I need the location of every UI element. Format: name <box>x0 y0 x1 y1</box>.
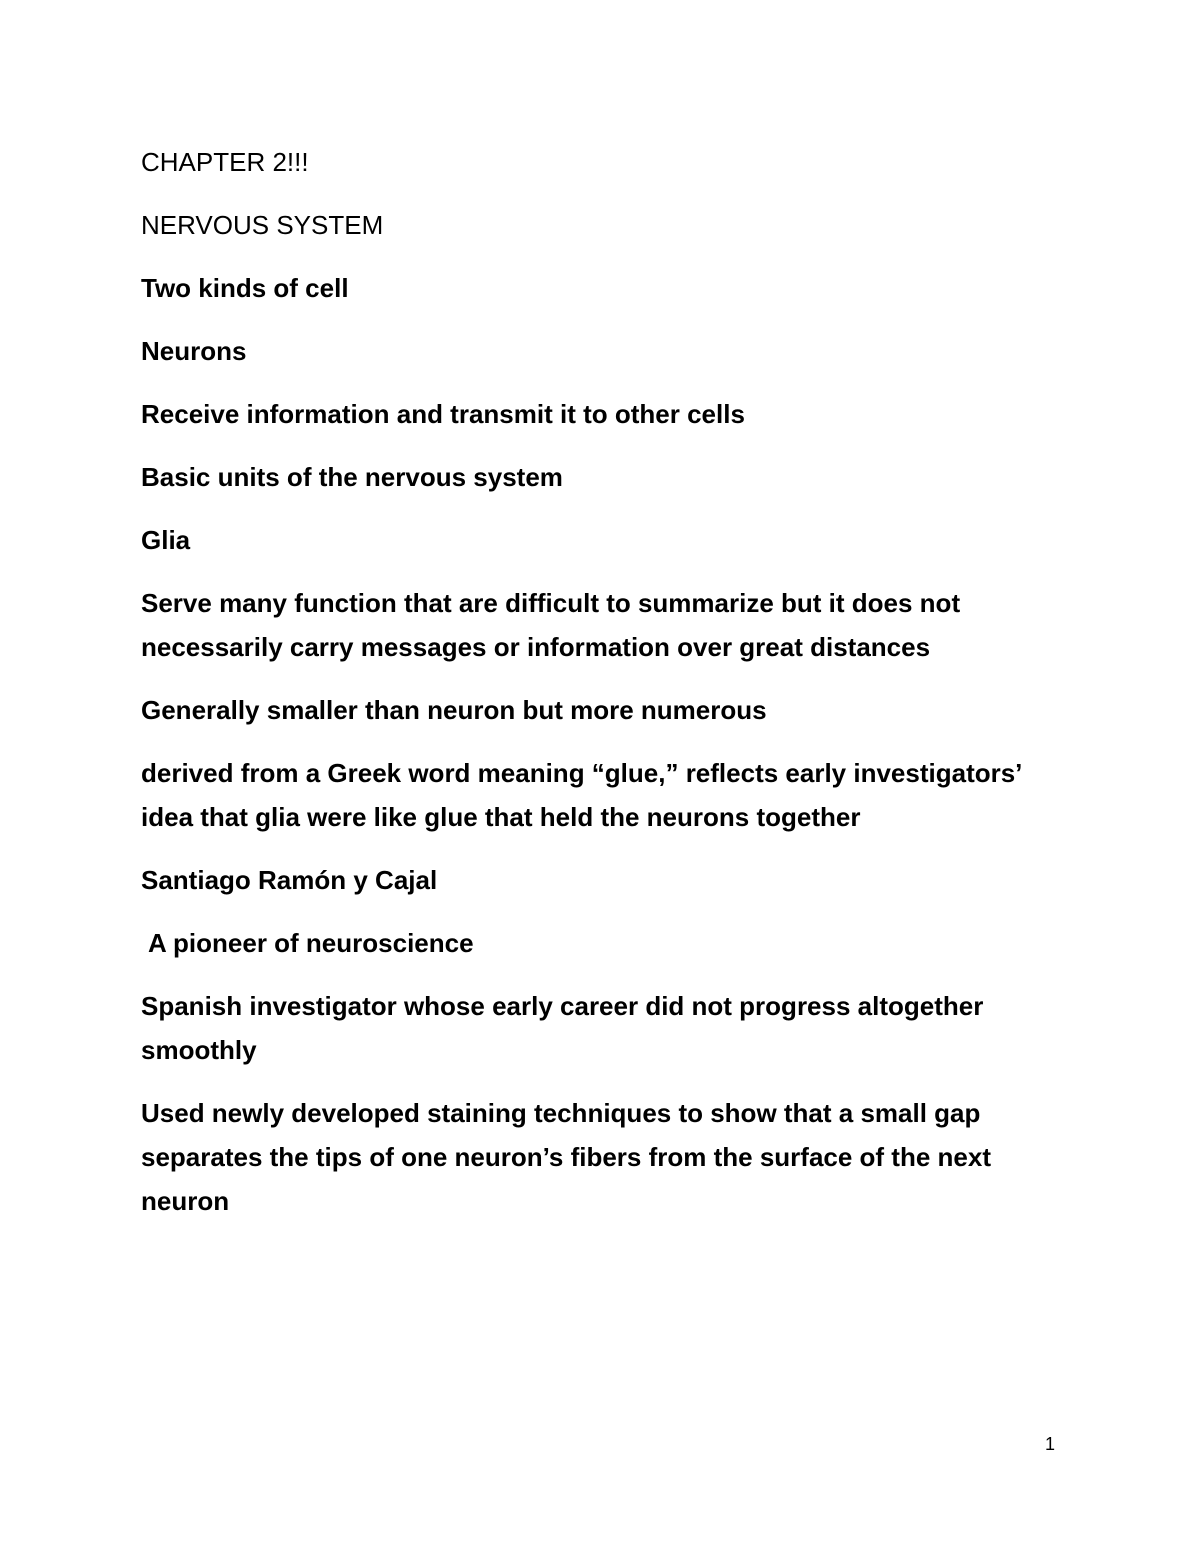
paragraph: Used newly developed staining techniques to show that a small gap separates the tips of one neuron’s fibers from the surface of the next neuron <box>141 1098 991 1216</box>
paragraph: Two kinds of cell <box>141 273 349 303</box>
page-number: 1 <box>1045 1434 1056 1454</box>
paragraph: Basic units of the nervous system <box>141 462 563 492</box>
paragraph: derived from a Greek word meaning “glue,” reflects early investigators’ idea that glia were like glue that held the neurons together <box>141 758 1021 832</box>
paragraph: Serve many function that are difficult to summarize but it does not necessarily carry messages or information over great distances <box>141 588 961 662</box>
paragraph: Santiago Ramón y Cajal <box>141 865 438 895</box>
paragraph: Neurons <box>141 336 247 366</box>
paragraph: Glia <box>141 525 191 555</box>
paragraph: Generally smaller than neuron but more numerous <box>141 695 767 725</box>
document-body <box>141 140 1041 1242</box>
section-heading: NERVOUS SYSTEM <box>141 210 384 240</box>
paragraph: Receive information and transmit it to other cells <box>141 399 745 429</box>
paragraph: Spanish investigator whose early career did not progress altogether smoothly <box>141 991 984 1065</box>
chapter-heading: CHAPTER 2!!! <box>141 147 309 177</box>
paragraph: A pioneer of neuroscience <box>148 928 474 958</box>
